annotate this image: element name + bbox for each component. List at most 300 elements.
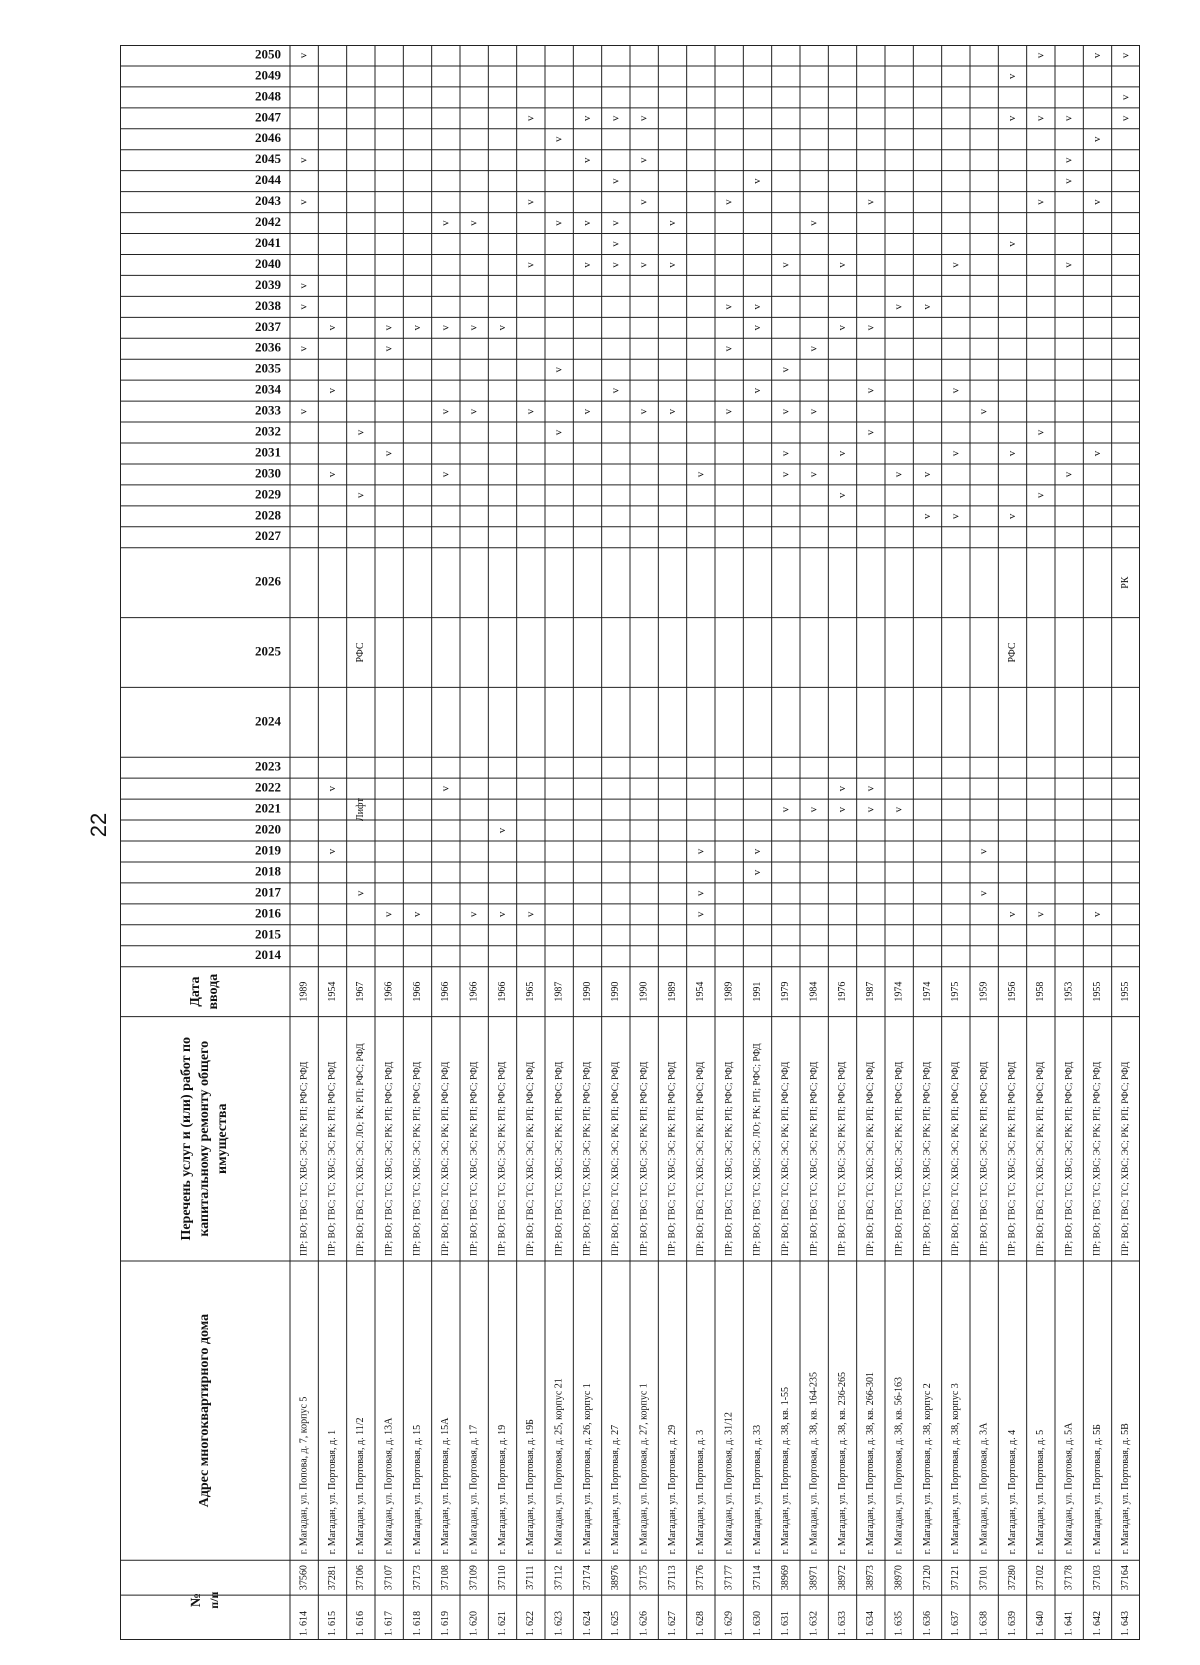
row-code: 37560 xyxy=(298,1565,310,1591)
work-mark: v xyxy=(1034,492,1047,499)
work-mark: v xyxy=(552,366,565,373)
work-mark: v xyxy=(807,471,820,478)
row-address: г. Магадан, ул. Портовая, д. 38, кв. 1-55 xyxy=(780,1386,792,1555)
year-header-2018: 2018 xyxy=(255,863,281,879)
row-code: 37175 xyxy=(638,1565,650,1591)
header-date-line: Дата xyxy=(188,976,204,1007)
row-commission-year: 1966 xyxy=(411,981,423,1002)
year-header-2017: 2017 xyxy=(255,884,281,900)
work-mark: v xyxy=(524,199,537,205)
row-works: ПР; ВО; ГВС; ТС; ХВС; ЭС; РК; РП; РФС; РФД xyxy=(441,1061,452,1256)
row-address: г. Магадан, ул. Портовая, д. 26, корпус 1 xyxy=(581,1383,593,1555)
row-address: г. Магадан, ул. Портовая, д. 5В xyxy=(1120,1423,1132,1555)
row-number: 1. 630 xyxy=(751,1611,763,1636)
work-mark: v xyxy=(694,890,707,897)
row-code: 38972 xyxy=(836,1565,848,1591)
work-mark: v xyxy=(581,408,594,415)
row-code: 37101 xyxy=(978,1565,990,1591)
work-mark: v xyxy=(836,492,849,499)
work-mark: v xyxy=(326,471,339,478)
work-mark: v xyxy=(1091,52,1104,59)
row-code: 37108 xyxy=(440,1565,452,1591)
row-number: 1. 634 xyxy=(865,1611,877,1636)
row-code: 37114 xyxy=(751,1565,763,1590)
work-mark: v xyxy=(439,471,452,478)
row-code: 37102 xyxy=(1035,1565,1047,1591)
year-header-2024: 2024 xyxy=(255,713,281,729)
row-number: 1. 618 xyxy=(411,1611,423,1636)
work-mark: v xyxy=(694,848,707,855)
row-code: 38976 xyxy=(610,1565,622,1591)
year-header-2040: 2040 xyxy=(255,255,281,271)
work-mark: v xyxy=(297,199,310,205)
work-mark: v xyxy=(326,325,339,331)
row-number: 1. 614 xyxy=(298,1611,310,1636)
work-mark: v xyxy=(524,115,537,122)
row-works: ПР; ВО; ГВС; ТС; ХВС; ЭС; РК; РП; РФС; РФД xyxy=(639,1061,650,1256)
row-commission-year: 1974 xyxy=(893,981,905,1002)
row-works: ПР; ВО; ГВС; ТС; ХВС; ЭС; РК; РП; РФС; РФД xyxy=(497,1061,508,1256)
row-number: 1. 641 xyxy=(1063,1611,1075,1636)
work-mark: v xyxy=(892,806,905,813)
work-mark: v xyxy=(722,345,735,352)
row-number: 1. 629 xyxy=(723,1611,735,1636)
row-code: 38969 xyxy=(780,1565,792,1591)
row-works: ПР; ВО; ГВС; ТС; ХВС; ЭС; РК; РП; РФС; РФД xyxy=(724,1061,735,1256)
row-address: г. Магадан, ул. Портовая, д. 4 xyxy=(1006,1429,1018,1555)
row-address: г. Магадан, ул. Портовая, д. 3 xyxy=(695,1429,707,1555)
work-mark: Лифт xyxy=(355,798,367,822)
row-commission-year: 1989 xyxy=(723,981,735,1002)
work-mark: v xyxy=(751,178,764,184)
row-commission-year: 1976 xyxy=(836,981,848,1002)
year-header-2026: 2026 xyxy=(255,573,281,589)
work-mark: v xyxy=(297,408,310,415)
row-works: ПР; ВО; ГВС; ТС; ХВС; ЭС; РК; РП; РФС; РФД xyxy=(412,1061,423,1256)
row-code: 37109 xyxy=(468,1565,480,1591)
row-address: г. Магадан, ул. Портовая, д. 13А xyxy=(383,1417,395,1555)
work-mark: v xyxy=(637,262,650,268)
year-header-2033: 2033 xyxy=(255,402,281,418)
row-works: ПР; ВО; ГВС; ТС; ХВС; ЭС; РК; РП; РФС; РФД xyxy=(1121,1061,1132,1256)
row-works: ПР; ВО; ГВС; ТС; ХВС; ЭС; РК; РП; РФС; РФД xyxy=(951,1061,962,1256)
row-works: ПР; ВО; ГВС; ТС; ХВС; ЭС; РК; РП; РФС; РФД xyxy=(1064,1061,1075,1256)
work-mark: v xyxy=(581,220,594,226)
work-mark: v xyxy=(496,911,509,918)
row-code: 37281 xyxy=(326,1565,338,1591)
work-mark: v xyxy=(354,492,367,499)
row-works: ПР; ВО; ГВС; ТС; ХВС; ЭС; РК; РП; РФС; РФД xyxy=(781,1061,792,1256)
work-mark: v xyxy=(382,450,395,457)
work-mark: v xyxy=(694,471,707,478)
work-mark: v xyxy=(779,262,792,268)
year-header-2047: 2047 xyxy=(255,109,281,125)
row-code: 37280 xyxy=(1006,1565,1018,1591)
work-mark: v xyxy=(1006,911,1019,918)
row-number: 1. 623 xyxy=(553,1611,565,1636)
row-works: ПР; ВО; ГВС; ТС; ХВС; ЭС; РК; РП; РФС; РФД xyxy=(384,1061,395,1256)
work-mark: РФС xyxy=(1006,642,1018,663)
work-mark: v xyxy=(1006,241,1019,247)
work-mark: v xyxy=(1006,513,1019,520)
row-address: г. Магадан, ул. Портовая, д. 5А xyxy=(1063,1422,1075,1555)
work-mark: v xyxy=(1062,471,1075,478)
row-works: ПР; ВО; ГВС; ТС; ХВС; ЭС; РК; РП; РФС; РФД xyxy=(469,1061,480,1256)
row-address: г. Магадан, ул. Портовая, д. 29 xyxy=(666,1424,678,1555)
work-mark: v xyxy=(864,325,877,331)
year-header-2032: 2032 xyxy=(255,423,281,439)
row-number: 1. 643 xyxy=(1120,1611,1132,1636)
work-mark: v xyxy=(836,325,849,331)
header-num: № xyxy=(189,1593,205,1608)
work-mark: v xyxy=(949,450,962,457)
row-code: 37103 xyxy=(1091,1565,1103,1591)
row-commission-year: 1967 xyxy=(355,981,367,1002)
work-mark: v xyxy=(609,262,622,268)
row-number: 1. 633 xyxy=(836,1611,848,1636)
work-mark: v xyxy=(892,471,905,478)
work-mark: v xyxy=(949,513,962,520)
work-mark: v xyxy=(1062,262,1075,268)
work-mark: v xyxy=(836,450,849,457)
work-mark: v xyxy=(779,806,792,813)
row-commission-year: 1990 xyxy=(581,981,593,1002)
work-mark: v xyxy=(609,220,622,226)
year-header-2046: 2046 xyxy=(255,130,281,146)
row-commission-year: 1958 xyxy=(1035,981,1047,1002)
work-mark: v xyxy=(637,408,650,415)
work-mark: v xyxy=(807,220,820,226)
work-mark: v xyxy=(467,325,480,331)
row-address: г. Магадан, ул. Портовая, д. 3А xyxy=(978,1422,990,1555)
row-address: г. Магадан, ул. Портовая, д. 15А xyxy=(440,1417,452,1555)
row-number: 1. 637 xyxy=(950,1611,962,1636)
row-works: ПР; ВО; ГВС; ТС; ХВС; ЭС; РК; РП; РФС; РФД xyxy=(667,1061,678,1256)
year-header-2014: 2014 xyxy=(255,947,281,963)
row-works: ПР; ВО; ГВС; ТС; ХВС; ЭС; ЛО; РК; РП; РФС; РФД xyxy=(752,1043,763,1256)
work-mark: v xyxy=(637,199,650,205)
work-mark: v xyxy=(807,345,820,352)
work-mark: v xyxy=(949,262,962,268)
row-number: 1. 620 xyxy=(468,1611,480,1636)
row-commission-year: 1991 xyxy=(751,981,763,1002)
year-header-2035: 2035 xyxy=(255,360,281,376)
row-code: 37106 xyxy=(355,1565,367,1591)
work-mark: v xyxy=(751,325,764,331)
row-code: 37113 xyxy=(666,1565,678,1590)
work-mark: v xyxy=(297,52,310,59)
work-mark: v xyxy=(411,911,424,918)
row-works: ПР; ВО; ГВС; ТС; ХВС; ЭС; РК; РП; РФС; РФД xyxy=(526,1061,537,1256)
row-address: г. Магадан, ул. Портовая, д. 38, корпус 3 xyxy=(950,1383,962,1555)
work-mark: v xyxy=(864,429,877,436)
row-works: ПР; ВО; ГВС; ТС; ХВС; ЭС; РК; РП; РФС; РФД xyxy=(1092,1061,1103,1256)
work-mark: v xyxy=(751,387,764,394)
work-mark: v xyxy=(836,785,849,792)
work-mark: v xyxy=(524,408,537,415)
row-number: 1. 635 xyxy=(893,1611,905,1636)
work-mark: v xyxy=(921,471,934,478)
year-header-2023: 2023 xyxy=(255,758,281,774)
work-mark: v xyxy=(722,199,735,205)
work-mark: v xyxy=(609,387,622,394)
work-mark: v xyxy=(382,325,395,331)
row-address: г. Магадан, ул. Портовая, д. 11/2 xyxy=(355,1417,367,1555)
work-mark: v xyxy=(666,408,679,415)
row-commission-year: 1966 xyxy=(440,981,452,1002)
work-mark: v xyxy=(326,387,339,394)
year-header-2037: 2037 xyxy=(255,318,281,334)
work-mark: v xyxy=(751,304,764,310)
work-mark: v xyxy=(1034,911,1047,918)
row-number: 1. 615 xyxy=(326,1611,338,1636)
work-mark: v xyxy=(1062,178,1075,184)
row-code: 38971 xyxy=(808,1565,820,1591)
work-mark: v xyxy=(722,304,735,310)
work-mark: v xyxy=(439,408,452,415)
work-mark: РФС xyxy=(355,642,367,663)
work-mark: v xyxy=(609,115,622,122)
row-number: 1. 625 xyxy=(610,1611,622,1636)
work-mark: v xyxy=(581,115,594,122)
year-header-2019: 2019 xyxy=(255,842,281,858)
row-address: г. Магадан, ул. Портовая, д. 38, кв. 266-301 xyxy=(865,1371,877,1555)
row-works: ПР; ВО; ГВС; ТС; ХВС; ЭС; РК; РП; РФС; РФД xyxy=(582,1061,593,1256)
year-header-2041: 2041 xyxy=(255,234,281,250)
row-code: 37120 xyxy=(921,1565,933,1591)
year-header-2050: 2050 xyxy=(255,46,281,62)
row-commission-year: 1984 xyxy=(808,981,820,1002)
row-address: г. Магадан, ул. Портовая, д. 17 xyxy=(468,1424,480,1555)
row-address: г. Магадан, ул. Портовая, д. 19Б xyxy=(525,1419,537,1555)
row-works: ПР; ВО; ГВС; ТС; ХВС; ЭС; РК; РП; РФС; РФД xyxy=(1036,1061,1047,1256)
work-mark: v xyxy=(552,429,565,436)
work-mark: v xyxy=(949,387,962,394)
work-mark: v xyxy=(382,911,395,918)
work-mark: v xyxy=(864,785,877,792)
header-works-line: Перечень услуг и (или) работ по xyxy=(179,1036,195,1241)
year-header-2043: 2043 xyxy=(255,193,281,209)
work-mark: v xyxy=(439,785,452,792)
row-commission-year: 1954 xyxy=(695,981,707,1002)
work-mark: v xyxy=(1091,199,1104,205)
work-mark: v xyxy=(524,262,537,268)
row-number: 1. 631 xyxy=(780,1611,792,1636)
work-mark: v xyxy=(297,304,310,310)
year-header-2028: 2028 xyxy=(255,507,281,523)
year-header-2027: 2027 xyxy=(255,528,281,544)
work-mark: v xyxy=(1034,115,1047,122)
row-address: г. Магадан, ул. Попова, д. 7, корпус 5 xyxy=(298,1396,310,1555)
page-number: 22 xyxy=(86,812,111,838)
row-code: 37177 xyxy=(723,1565,735,1591)
year-header-2025: 2025 xyxy=(255,643,281,659)
row-address: г. Магадан, ул. Портовая, д. 5Б xyxy=(1091,1424,1103,1555)
work-mark: v xyxy=(467,220,480,226)
row-code: 37111 xyxy=(525,1565,537,1590)
work-mark: РК xyxy=(1120,576,1132,589)
row-code: 37176 xyxy=(695,1565,707,1591)
row-code: 37174 xyxy=(581,1565,593,1591)
work-mark: v xyxy=(524,911,537,918)
year-header-2036: 2036 xyxy=(255,339,281,355)
work-mark: v xyxy=(864,199,877,205)
work-mark: v xyxy=(552,220,565,226)
row-works: ПР; ВО; ГВС; ТС; ХВС; ЭС; ЛО; РК; РП; РФС; РФД xyxy=(356,1043,367,1256)
year-header-2029: 2029 xyxy=(255,486,281,502)
row-commission-year: 1987 xyxy=(865,981,877,1002)
year-header-2034: 2034 xyxy=(255,381,281,397)
row-commission-year: 1979 xyxy=(780,981,792,1002)
work-mark: v xyxy=(1062,115,1075,122)
table-grid xyxy=(120,45,1140,1640)
work-mark: v xyxy=(496,827,509,834)
work-mark: v xyxy=(637,157,650,163)
row-number: 1. 627 xyxy=(666,1611,678,1636)
row-number: 1. 622 xyxy=(525,1611,537,1636)
year-header-2031: 2031 xyxy=(255,444,281,460)
row-address: г. Магадан, ул. Портовая, д. 38, кв. 56-163 xyxy=(893,1376,905,1555)
row-address: г. Магадан, ул. Портовая, д. 38, кв. 236-265 xyxy=(836,1371,848,1555)
row-works: ПР; ВО; ГВС; ТС; ХВС; ЭС; РК; РП; РФС; РФД xyxy=(1007,1061,1018,1256)
work-mark: v xyxy=(467,911,480,918)
row-works: ПР; ВО; ГВС; ТС; ХВС; ЭС; РК; РП; РФС; РФД xyxy=(866,1061,877,1256)
row-address: г. Магадан, ул. Портовая, д. 5 xyxy=(1035,1429,1047,1555)
work-mark: v xyxy=(751,869,764,876)
row-number: 1. 616 xyxy=(355,1611,367,1636)
work-mark: v xyxy=(694,911,707,918)
row-number: 1. 642 xyxy=(1091,1611,1103,1636)
row-code: 38970 xyxy=(893,1565,905,1591)
year-header-2030: 2030 xyxy=(255,465,281,481)
row-address: г. Магадан, ул. Портовая, д. 38, кв. 164-235 xyxy=(808,1371,820,1555)
work-mark: v xyxy=(1006,115,1019,122)
work-mark: v xyxy=(977,408,990,415)
row-address: г. Магадан, ул. Портовая, д. 27 xyxy=(610,1424,622,1555)
work-mark: v xyxy=(1119,115,1132,122)
work-mark: v xyxy=(1091,911,1104,918)
row-commission-year: 1989 xyxy=(666,981,678,1002)
year-header-2022: 2022 xyxy=(255,779,281,795)
work-mark: v xyxy=(779,450,792,457)
work-mark: v xyxy=(779,366,792,373)
work-mark: v xyxy=(297,157,310,163)
work-mark: v xyxy=(637,115,650,122)
row-address: г. Магадан, ул. Портовая, д. 19 xyxy=(496,1424,508,1555)
work-mark: v xyxy=(297,283,310,289)
row-works: ПР; ВО; ГВС; ТС; ХВС; ЭС; РК; РП; РФС; РФД xyxy=(299,1061,310,1256)
row-commission-year: 1965 xyxy=(525,981,537,1002)
work-mark: v xyxy=(1119,94,1132,101)
work-mark: v xyxy=(722,408,735,415)
work-mark: v xyxy=(1034,199,1047,205)
work-mark: v xyxy=(496,325,509,331)
row-works: ПР; ВО; ГВС; ТС; ХВС; ЭС; РК; РП; РФС; РФД xyxy=(837,1061,848,1256)
work-mark: v xyxy=(1062,157,1075,163)
row-works: ПР; ВО; ГВС; ТС; ХВС; ЭС; РК; РП; РФС; РФД xyxy=(809,1061,820,1256)
row-code: 37112 xyxy=(553,1565,565,1590)
year-header-2015: 2015 xyxy=(255,926,281,942)
row-commission-year: 1956 xyxy=(1006,981,1018,1002)
work-mark: v xyxy=(1006,450,1019,457)
work-mark: v xyxy=(1006,73,1019,80)
year-header-2048: 2048 xyxy=(255,88,281,104)
row-code: 37164 xyxy=(1120,1565,1132,1591)
work-mark: v xyxy=(439,325,452,331)
work-mark: v xyxy=(411,325,424,331)
row-code: 37173 xyxy=(411,1565,423,1591)
year-header-2045: 2045 xyxy=(255,151,281,167)
row-number: 1. 640 xyxy=(1035,1611,1047,1636)
row-address: г. Магадан, ул. Портовая, д. 31/12 xyxy=(723,1412,735,1555)
work-mark: v xyxy=(892,304,905,310)
work-mark: v xyxy=(326,848,339,855)
work-mark: v xyxy=(354,890,367,897)
year-header-2039: 2039 xyxy=(255,276,281,292)
row-address: г. Магадан, ул. Портовая, д. 15 xyxy=(411,1424,423,1555)
work-mark: v xyxy=(609,178,622,184)
capital-repair-table xyxy=(120,45,1140,1640)
row-number: 1. 638 xyxy=(978,1611,990,1636)
work-mark: v xyxy=(977,890,990,897)
work-mark: v xyxy=(581,262,594,268)
row-number: 1. 639 xyxy=(1006,1611,1018,1636)
year-header-2044: 2044 xyxy=(255,172,281,188)
row-code: 37178 xyxy=(1063,1565,1075,1591)
row-code: 37121 xyxy=(950,1565,962,1591)
header-num-sub: п/п xyxy=(206,1591,221,1609)
row-number: 1. 621 xyxy=(496,1611,508,1636)
work-mark: v xyxy=(977,848,990,855)
work-mark: v xyxy=(1034,429,1047,436)
row-code: 38973 xyxy=(865,1565,877,1591)
work-mark: v xyxy=(864,806,877,813)
year-header-2038: 2038 xyxy=(255,297,281,313)
row-commission-year: 1987 xyxy=(553,981,565,1002)
work-mark: v xyxy=(467,408,480,415)
row-number: 1. 619 xyxy=(440,1611,452,1636)
row-commission-year: 1955 xyxy=(1120,981,1132,1002)
year-header-2020: 2020 xyxy=(255,821,281,837)
row-number: 1. 636 xyxy=(921,1611,933,1636)
row-works: ПР; ВО; ГВС; ТС; ХВС; ЭС; РК; РП; РФС; РФД xyxy=(979,1061,990,1256)
row-commission-year: 1990 xyxy=(638,981,650,1002)
row-number: 1. 628 xyxy=(695,1611,707,1636)
year-header-2016: 2016 xyxy=(255,905,281,921)
work-mark: v xyxy=(1091,136,1104,143)
work-mark: v xyxy=(666,220,679,226)
row-address: г. Магадан, ул. Портовая, д. 27, корпус 1 xyxy=(638,1383,650,1555)
work-mark: v xyxy=(921,513,934,520)
row-commission-year: 1954 xyxy=(326,981,338,1002)
work-mark: v xyxy=(1034,52,1047,59)
row-address: г. Магадан, ул. Портовая, д. 38, корпус 2 xyxy=(921,1383,933,1555)
row-works: ПР; ВО; ГВС; ТС; ХВС; ЭС; РК; РП; РФС; РФД xyxy=(611,1061,622,1256)
work-mark: v xyxy=(609,241,622,247)
work-mark: v xyxy=(382,345,395,352)
work-mark: v xyxy=(836,806,849,813)
header-address: Адрес многоквартирного дома xyxy=(197,1313,213,1508)
work-mark: v xyxy=(354,429,367,436)
work-mark: v xyxy=(326,785,339,792)
year-header-2049: 2049 xyxy=(255,67,281,83)
row-address: г. Магадан, ул. Портовая, д. 1 xyxy=(326,1429,338,1555)
row-works: ПР; ВО; ГВС; ТС; ХВС; ЭС; РК; РП; РФС; РФД xyxy=(894,1061,905,1256)
row-commission-year: 1955 xyxy=(1091,981,1103,1002)
row-works: ПР; ВО; ГВС; ТС; ХВС; ЭС; РК; РП; РФС; РФД xyxy=(922,1061,933,1256)
row-number: 1. 617 xyxy=(383,1611,395,1636)
work-mark: v xyxy=(439,220,452,226)
